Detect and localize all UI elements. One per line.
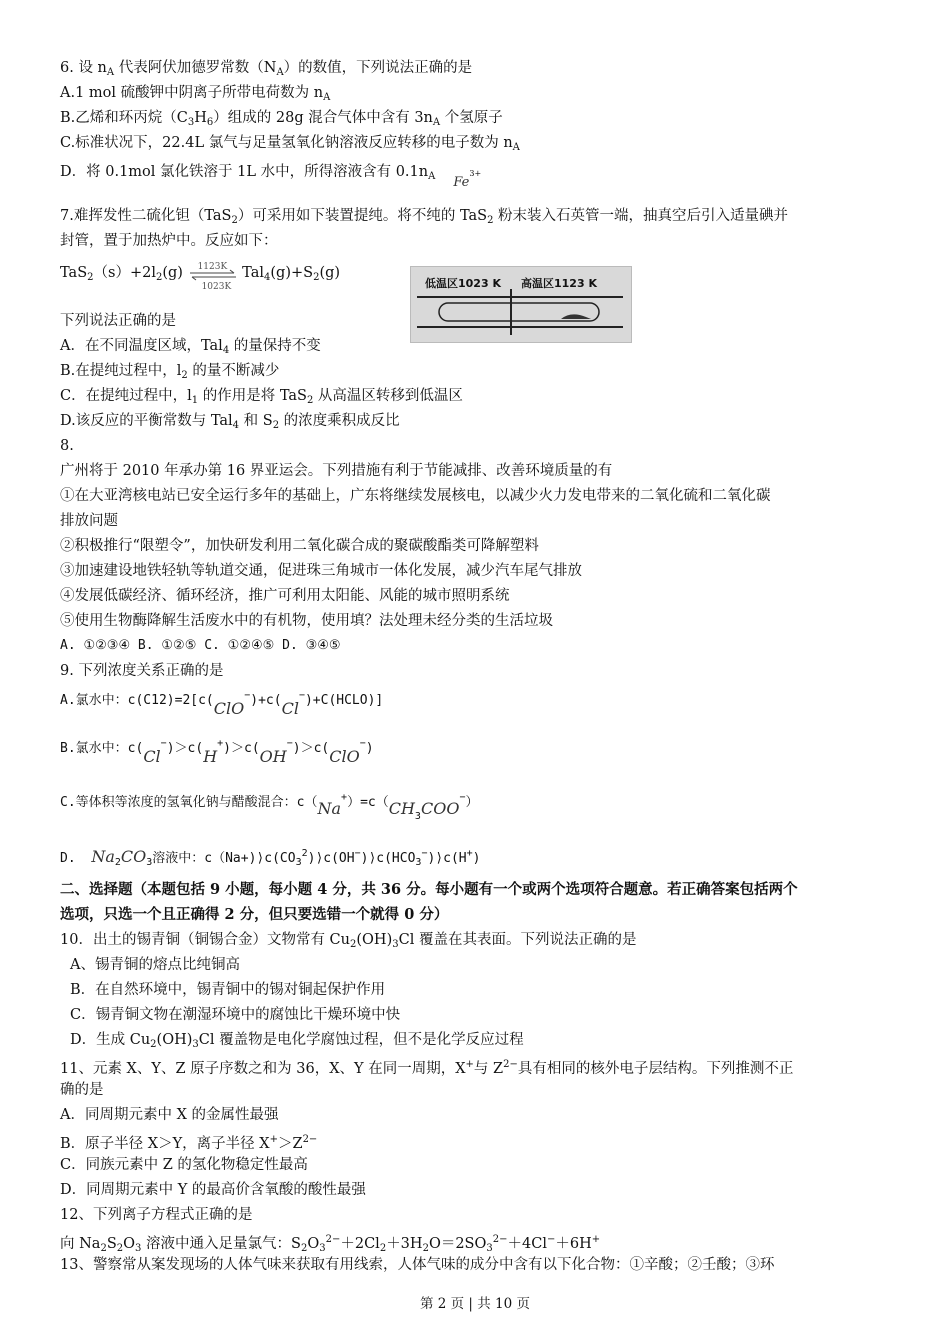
q13-stem: 13、警察常从案发现场的人体气味来获取有用线索，人体气味的成分中含有以下化合物：①辛酸；②壬酸；③环 <box>60 1257 775 1273</box>
q8-item-1-line2: 排放问题 <box>60 513 118 529</box>
q8-number: 8. <box>60 438 74 454</box>
q12-equation: 向 $Na_2S_2O_3$ 溶液中通入足量氯气：$S_2O_3^{2-}+2Cl_2+3H_2O=2SO_3^{2-}+4Cl^-+6H^+$ <box>60 1234 601 1254</box>
q8-item-2: ②积极推行“限塑令”，加快研发利用二氧化碳合成的聚碳酸酯类可降解塑料 <box>60 538 539 554</box>
q8-item-5: ⑤使用生物酶降解生活废水中的有机物，使用填？法处理未经分类的生活垃圾 <box>60 613 553 629</box>
q9-option-c: C.等体积等浓度的氢氧化钠与醋酸混合：$c(Na^+)=c(CH_3COO^-)$ <box>60 792 479 822</box>
q8-options: A. ①②③④ B. ①②⑤ C. ①②④⑤ D. ③④⑤ <box>60 638 341 653</box>
q6-option-a: A.1 mol 硫酸钾中阴离子所带电荷数为 $n_A$ <box>60 85 331 103</box>
q6-option-c: C.标准状况下，22.4L 氯气与足量氢氧化钠溶液反应转移的电子数为 $n_A$ <box>60 135 520 153</box>
q7-option-a: A．在不同温度区域，Tal$_4$ 的量保持不变 <box>60 338 321 356</box>
q12-stem: 12、下列离子方程式正确的是 <box>60 1207 253 1223</box>
q7-option-d: D.该反应的平衡常数与 Tal$_4$ 和 $S_2$ 的浓度乘积成反比 <box>60 413 400 431</box>
reversible-arrow-icon: 1123K 1023K <box>188 263 238 283</box>
q10-option-b: B．在自然环境中，锡青铜中的锡对铜起保护作用 <box>70 982 386 998</box>
q6-option-d: D．将 0.1mol 氯化铁溶于 1L 水中，所得溶液含有 $0.1n_A$ $Fe^{3+}$ <box>60 164 482 190</box>
q11-option-a: A．同周期元素中 X 的金属性最强 <box>60 1107 279 1123</box>
q6-stem: 6. 设 $n_A$ 代表阿伏加德罗常数$(N_A)$的数值，下列说法正确的是 <box>60 60 473 78</box>
q7-option-b: B.在提纯过程中，$l_2$ 的量不断减少 <box>60 363 280 381</box>
q8-item-3: ③加速建设地铁轻轨等轨道交通，促进珠三角城市一体化发展，减少汽车尾气排放 <box>60 563 582 579</box>
tube-drawing <box>411 267 631 342</box>
q8-item-1-line1: ①在大亚湾核电站已安全运行多年的基础上，广东将继续发展核电，以减少火力发电带来的二氧化硫和二氧化碳 <box>60 488 771 504</box>
q10-option-a: A、锡青铜的熔点比纯铜高 <box>70 957 240 973</box>
q9-stem: 9. 下列浓度关系正确的是 <box>60 663 224 679</box>
q10-option-c: C．锡青铜文物在潮湿环境中的腐蚀比干燥环境中快 <box>70 1007 401 1023</box>
q7-equation: $TaS_2(s)+2l_2(g)$ 1123K 1023K $Tal_4(g)+S_2(g)$ <box>60 262 341 292</box>
q7-ask: 下列说法正确的是 <box>60 313 176 329</box>
quartz-tube-diagram: 低温区1023 K 高温区1123 K <box>410 266 632 343</box>
q11-stem-line2: 确的是 <box>60 1082 104 1098</box>
q7-option-c: C．在提纯过程中，$l_1$ 的作用是将 TaS$_2$ 从高温区转移到低温区 <box>60 388 463 406</box>
q11-stem-line1: 11、元素 X、Y、Z 原子序数之和为 36，X、Y 在同一周期，X+与 $Z^{2-}$具有相同的核外电子层结构。下列推测不正 <box>60 1059 794 1077</box>
page-footer: 第 2 页 | 共 10 页 <box>419 1296 531 1312</box>
q11-option-b: B．原子半径 X＞Y，离子半径 $X^+>Z^{2-}$ <box>60 1134 318 1152</box>
q7-stem-line1: 7.难挥发性二硫化钽（TaS$_2$）可采用如下装置提纯。将不纯的 TaS$_2$ 粉末装入石英管一端，抽真空后引入适量碘并 <box>60 208 789 226</box>
q10-option-d: D．生成 $Cu_2(OH)_3Cl$ 覆盖物是电化学腐蚀过程，但不是化学反应过程 <box>70 1032 524 1050</box>
section-2-heading-line1: 二、选择题（本题包括 9 小题，每小题 4 分，共 36 分。每小题有一个或两个选项符合题意。若正确答案包括两个 <box>60 881 798 898</box>
q8-stem: 广州将于 2010 年承办第 16 界亚运会。下列措施有利于节能减排、改善环境质量的有 <box>60 463 613 479</box>
q7-stem-line2: 封管，置于加热炉中。反应如下： <box>60 233 278 249</box>
q6-option-b: B.乙烯和环丙烷$(C_3H_6)$组成的 28g 混合气体中含有 $3n_A$ 个氢原子 <box>60 110 503 128</box>
q9-option-d: D. $Na_2CO_3$溶液中：$c(Na+)⟩c(CO_3^2)⟩c(OH^-)⟩c(HCO_3^-)⟩c(H^+)$ <box>60 847 481 868</box>
q11-option-c: C．同族元素中 Z 的氢化物稳定性最高 <box>60 1157 308 1173</box>
q10-stem: 10．出土的锡青铜（铜锡合金）文物常有 $Cu_2(OH)_3Cl$ 覆盖在其表面。下列说法正确的是 <box>60 932 637 950</box>
q11-option-d: D．同周期元素中 Y 的最高价含氧酸的酸性最强 <box>60 1182 366 1198</box>
section-2-heading-line2: 选项，只选一个且正确得 2 分，但只要选错一个就得 0 分） <box>60 906 449 923</box>
q9-option-a: A.氯水中：c(C12)=2[c(ClO−)+c(Cl−)+C(HCLO)] <box>60 690 384 718</box>
q9-option-b: B.氯水中：c(Cl−)＞c(H+)＞c(OH−)＞c(ClO−) <box>60 738 374 766</box>
q8-item-4: ④发展低碳经济、循环经济，推广可利用太阳能、风能的城市照明系统 <box>60 588 510 604</box>
